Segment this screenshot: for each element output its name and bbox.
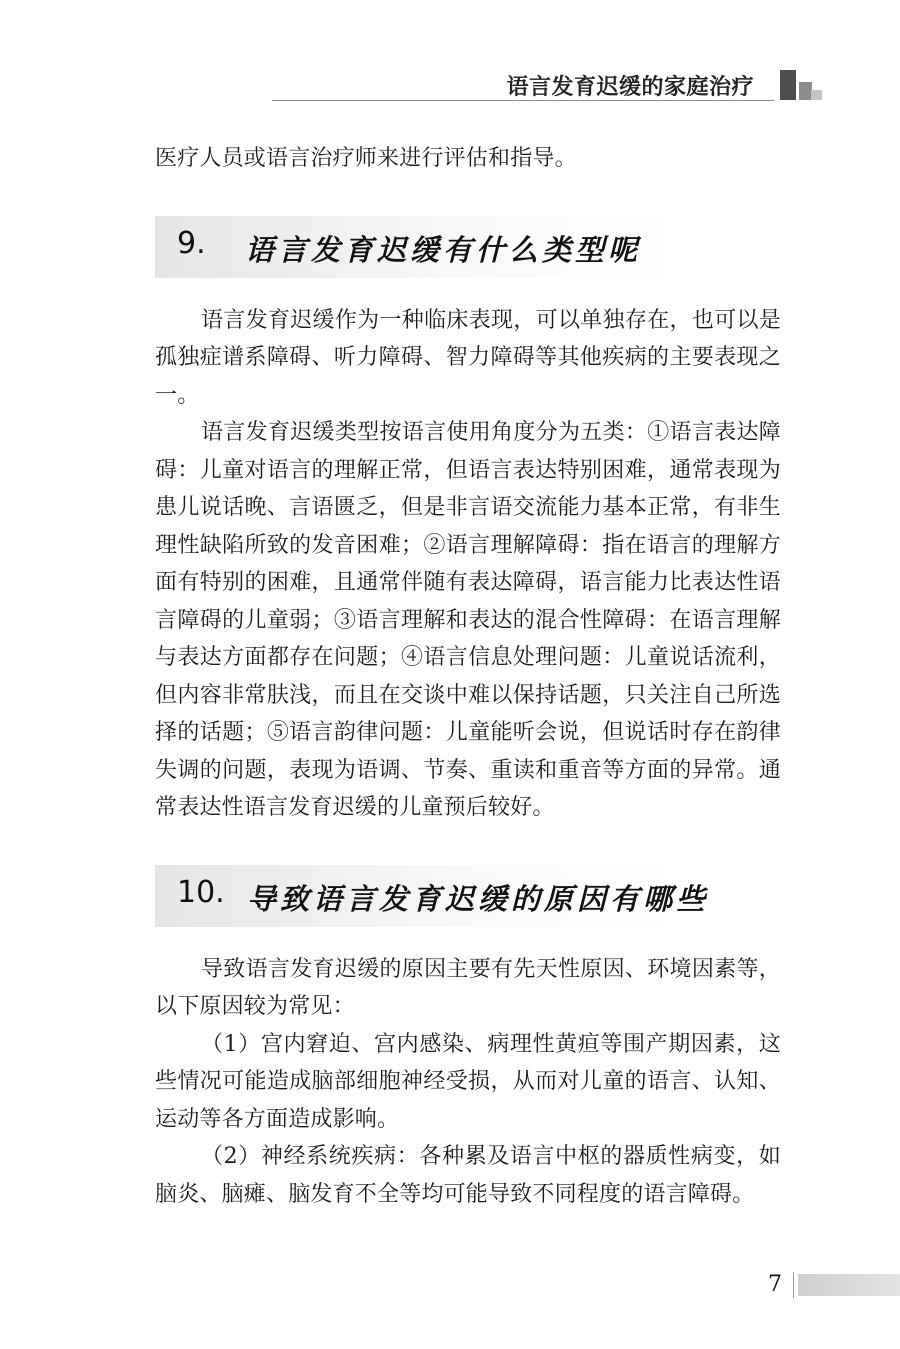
section-title: 语言发育迟缓有什么类型呢 bbox=[245, 232, 642, 267]
section-number: 10. bbox=[177, 874, 225, 910]
header-decor-block bbox=[811, 90, 822, 100]
section-heading-9 bbox=[155, 216, 781, 278]
running-header bbox=[0, 64, 900, 104]
body-paragraph: 语言发育迟缓类型按语言使用角度分为五类：①语言表达障碍：儿童对语言的理解正常，但语言表达特别困难，通常表现为患儿说话晚、言语匮乏，但是非言语交流能力基本正常，有非生理性缺陷所致的发音困难；②语言理解障碍：指在语言的理解方面有特别的困难，且通常伴随有表达障碍，语言能力比表达性语言障碍的儿童弱；③语言理解和表达的混合性障碍：在语言理解与表达方面都存在问题；④语言信息处理问题：儿童说话流利，但内容非常肤浅，而且在交谈中难以保持话题，只关注自己所选择的话题；⑤语言韵律问题：儿童能听会说，但说话时存在韵律失调的问题，表现为语调、节奏、重读和重音等方面的异常。通常表达性语言发育迟缓的儿童预后较好。 bbox=[155, 420, 781, 820]
page-content bbox=[155, 140, 781, 1213]
footer-divider bbox=[793, 1272, 794, 1298]
carryover-paragraph: 医疗人员或语言治疗师来进行评估和指导。 bbox=[155, 146, 577, 171]
running-header-title: 语言发育迟缓的家庭治疗 bbox=[506, 75, 754, 100]
section-number: 9. bbox=[177, 225, 206, 261]
body-paragraph: （2）神经系统疾病：各种累及语言中枢的器质性病变，如脑炎、脑瘫、脑发育不全等均可能导致不同程度的语言障碍。 bbox=[155, 1144, 781, 1207]
footer-decor-bar bbox=[798, 1274, 900, 1296]
section-heading-10 bbox=[155, 865, 781, 927]
section-title: 导致语言发育迟缓的原因有哪些 bbox=[247, 881, 710, 916]
header-decor-block bbox=[780, 70, 796, 100]
body-paragraph: 导致语言发育迟缓的原因主要有先天性原因、环境因素等，以下原因较为常见： bbox=[155, 956, 781, 1019]
body-paragraph: 语言发育迟缓作为一种临床表现，可以单独存在，也可以是孤独症谱系障碍、听力障碍、智力障碍等其他疾病的主要表现之一。 bbox=[155, 307, 781, 408]
section-gap bbox=[155, 827, 781, 865]
page-number: 7 bbox=[768, 1272, 782, 1297]
body-paragraph: （1）宫内窘迫、宫内感染、病理性黄疸等围产期因素，这些情况可能造成脑部细胞神经受损，从而对儿童的语言、认知、运动等各方面造成影响。 bbox=[155, 1031, 781, 1132]
